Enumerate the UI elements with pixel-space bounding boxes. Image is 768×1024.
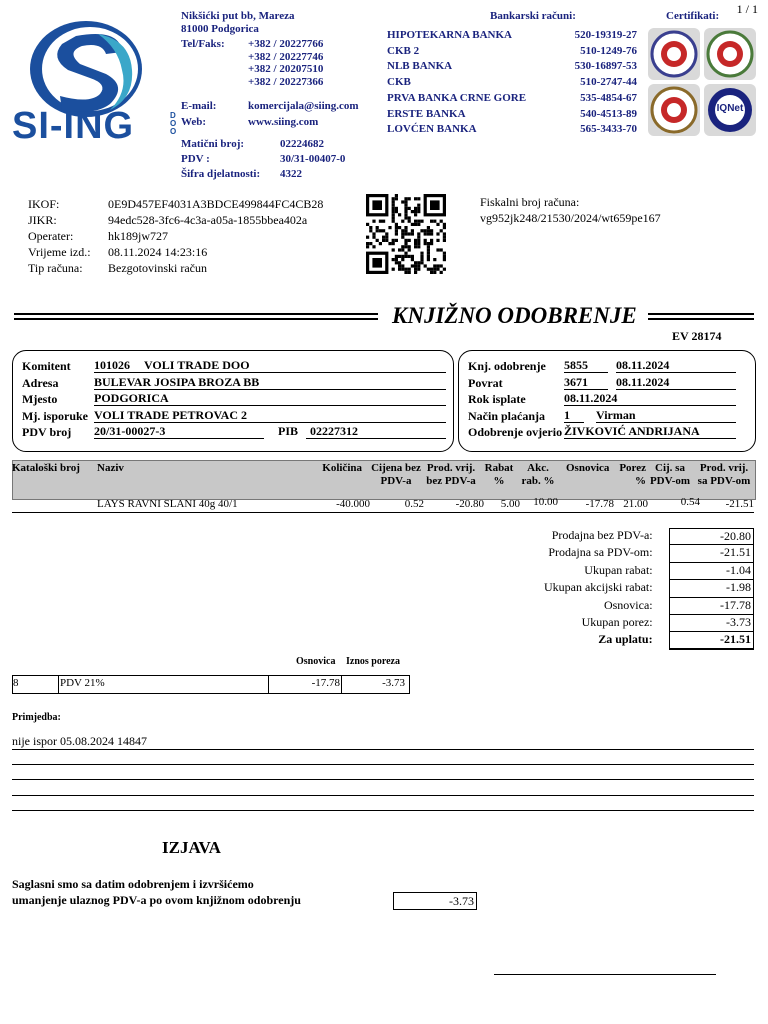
ikof-value: 0E9D457EF4031A3BDCE499844FC4CB28 — [108, 197, 324, 211]
bank-row — [387, 91, 637, 107]
certificate-seal-icon — [648, 84, 700, 136]
pdv-broj-label: PDV broj — [22, 425, 72, 439]
povrat-number: 3671 — [564, 375, 588, 389]
pdv-value: 30/31-00407-0 — [280, 153, 346, 165]
header-cijena — [368, 462, 424, 488]
jikr-value: 94edc528-3fc6-4c3a-a05a-1855bbea402a — [108, 213, 308, 227]
doc-underline — [564, 405, 736, 406]
header-rabat-line2: % — [493, 475, 505, 487]
pib-value: 02227312 — [310, 424, 358, 438]
phone-3: +382 / 20207510 — [248, 63, 324, 75]
qr-code-icon — [366, 194, 446, 274]
tax-osnovica-header: Osnovica — [296, 656, 336, 667]
doc-underline — [564, 438, 736, 439]
komitent-code: 101026 — [94, 358, 130, 372]
isporuke-label: Mj. isporuke — [22, 408, 88, 423]
bank-name: PRVA BANKA CRNE GORE — [387, 91, 527, 104]
header-porez-line1: Porez — [619, 462, 646, 474]
note-line — [12, 795, 754, 796]
document-number: EV 28174 — [672, 329, 722, 343]
maticni-label: Matični broj: — [181, 138, 245, 150]
totals-row — [470, 615, 754, 632]
mjesto-value: PODGORICA — [94, 391, 169, 405]
fiscal-number-block — [480, 194, 661, 226]
customer-underline — [94, 389, 446, 390]
certificate-seal-icon — [648, 28, 700, 80]
tax-iznos-header: Iznos poreza — [346, 656, 400, 667]
doc-underline — [616, 389, 736, 390]
tax-cell-divider — [268, 675, 269, 693]
totals-row — [470, 580, 754, 597]
tax-code: 8 — [13, 677, 19, 689]
header-rabat-line1: Rabat — [484, 462, 514, 474]
company-address — [181, 10, 294, 36]
pdv-label: PDV : — [181, 153, 210, 165]
total-value: -17.78 — [669, 598, 754, 615]
title-rule-left — [14, 318, 378, 320]
bank-row — [387, 75, 637, 91]
header-akc-line2: rab. % — [521, 475, 555, 487]
certificate-seal-icon — [704, 28, 756, 80]
bank-name: ERSTE BANKA — [387, 107, 466, 120]
header-cijena-line2: PDV-a — [380, 475, 412, 487]
fiscal-values — [108, 196, 323, 276]
header-akc-line1: Akc. — [527, 462, 549, 474]
row-rabat: 5.00 — [500, 498, 520, 510]
header-osnovica: Osnovica — [566, 462, 610, 474]
row-osnovica: -17.78 — [585, 498, 614, 510]
logo-text: SI-ING — [12, 105, 135, 147]
total-value: -20.80 — [669, 528, 754, 545]
address-line-1: Nikšićki put bb, Mareza — [181, 10, 295, 22]
bank-name: NLB BANKA — [387, 60, 453, 73]
iqnet-text: IQNet — [716, 103, 744, 114]
qr-code — [366, 194, 446, 274]
totals-block — [470, 528, 754, 650]
title-rule-left — [14, 313, 378, 315]
sifra-value: 4322 — [280, 168, 302, 180]
ovjerio-value: ŽIVKOVIĆ ANDRIJANA — [564, 424, 700, 438]
operater-value: hk189jw727 — [108, 229, 168, 243]
header-prod-line1: Prod. vrij. — [426, 462, 476, 474]
note-line — [12, 764, 754, 765]
statement-line-1: Saglasni smo sa datim odobrenjem i izvršićemo — [12, 877, 254, 891]
total-value: -21.51 — [669, 545, 754, 562]
totals-row — [470, 563, 754, 580]
row-cijena: 0.52 — [404, 498, 424, 510]
header-pvr-line2: sa PDV-om — [697, 475, 751, 487]
nacin-value: Virman — [596, 408, 636, 422]
header-cij-line2: PDV-om — [649, 475, 691, 487]
title-rule-right — [648, 318, 754, 320]
customer-underline — [306, 438, 446, 439]
header-cijena-line1: Cijena bez — [371, 462, 421, 474]
certificate-badge-3 — [648, 84, 700, 136]
pib-label: PIB — [278, 424, 299, 438]
header-prod-sa — [694, 462, 754, 488]
row-porez: 21.00 — [623, 498, 648, 510]
komitent-label: Komitent — [22, 359, 71, 373]
bank-account: 565-3433-70 — [580, 123, 637, 136]
web-label: Web: — [181, 116, 207, 128]
total-label: Ukupan rabat: — [584, 562, 653, 577]
knj-number: 5855 — [564, 358, 588, 372]
header-kolicina: Količina — [322, 462, 362, 474]
certificates-title: Certifikati: — [666, 10, 720, 22]
certificate-badge-iqnet — [704, 84, 756, 136]
bank-name: CKB — [387, 76, 411, 89]
totals-row — [470, 528, 754, 545]
statement-value: -3.73 — [393, 892, 477, 910]
row-akc: 10.00 — [533, 496, 558, 508]
statement-line-2: umanjenje ulaznog PDV-a po ovom knjižnom odobrenju — [12, 893, 301, 907]
title-rule-right — [648, 313, 754, 315]
total-value: -21.51 — [669, 632, 754, 649]
rok-label: Rok isplate — [468, 392, 526, 406]
ikof-label: IKOF: — [28, 197, 60, 211]
address-line-2: 81000 Podgorica — [181, 23, 259, 35]
rok-value: 08.11.2024 — [564, 391, 618, 405]
tip-label: Tip računa: — [28, 261, 83, 275]
row-prod: -20.80 — [455, 498, 484, 510]
customer-labels — [22, 358, 88, 441]
page-number: 1 / 1 — [736, 2, 758, 16]
bank-row — [387, 122, 637, 138]
knj-date: 08.11.2024 — [616, 358, 670, 372]
customer-underline — [94, 422, 446, 423]
customer-underline — [94, 438, 264, 439]
header-cij-line1: Cij. sa — [655, 462, 685, 474]
povrat-label: Povrat — [468, 375, 503, 390]
tax-name: PDV 21% — [60, 677, 105, 689]
note-label: Primjedba: — [12, 712, 61, 723]
bank-account: 510-2747-44 — [580, 76, 637, 89]
header-cij-sa — [648, 462, 692, 488]
pdv-broj-value: 20/31-00027-3 — [94, 424, 166, 438]
bank-name: HIPOTEKARNA BANKA — [387, 29, 512, 41]
doc-underline — [564, 389, 608, 390]
email-value: komercijala@siing.com — [248, 100, 359, 112]
header-akc — [518, 462, 558, 488]
maticni-value: 02224682 — [280, 138, 324, 150]
row-cij: 0.54 — [680, 496, 700, 508]
statement-title: IZJAVA — [162, 838, 221, 857]
customer-underline — [94, 372, 446, 373]
total-label: Prodajna sa PDV-om: — [548, 545, 653, 560]
komitent-name: VOLI TRADE DOO — [144, 358, 250, 372]
note-line — [12, 749, 754, 750]
phone-1: +382 / 20227766 — [248, 38, 324, 50]
tax-cell-divider — [58, 675, 59, 693]
document-title: KNJIŽNO ODOBRENJE — [392, 303, 637, 328]
knj-label: Knj. odobrenje — [468, 359, 546, 373]
customer-underline — [94, 405, 446, 406]
row-kolicina: -40.000 — [336, 498, 370, 510]
header-porez — [610, 462, 646, 488]
bank-account: 530-16897-53 — [574, 60, 637, 73]
certificate-badge-2 — [704, 28, 756, 80]
statement-text — [12, 876, 301, 908]
bank-account: 535-4854-67 — [580, 91, 637, 104]
total-value: -1.98 — [669, 580, 754, 597]
fiscal-labels — [28, 196, 91, 276]
bank-account: 510-1249-76 — [580, 44, 637, 57]
banks-title: Bankarski računi: — [490, 10, 576, 22]
bank-name: LOVĆEN BANKA — [387, 123, 477, 136]
jikr-label: JIKR: — [28, 213, 57, 227]
bank-row — [387, 28, 637, 44]
total-value: -3.73 — [669, 615, 754, 632]
adresa-value: BULEVAR JOSIPA BROZA BB — [94, 375, 260, 389]
totals-row — [470, 598, 754, 615]
header-porez-line2: % — [635, 475, 646, 487]
adresa-label: Adresa — [22, 375, 59, 390]
bank-list — [387, 28, 637, 138]
row-naziv: LAYS RAVNI SLANI 40g 40/1 — [97, 498, 238, 510]
ovjerio-label: Odobrenje ovjerio — [468, 425, 563, 439]
total-value: -1.04 — [669, 563, 754, 580]
vrijeme-value: 08.11.2024 14:23:16 — [108, 245, 208, 259]
povrat-date: 08.11.2024 — [616, 375, 670, 389]
note-line — [12, 779, 754, 780]
fiscal-number-label: Fiskalni broj računa: — [480, 195, 580, 209]
total-label: Ukupan akcijski rabat: — [543, 580, 653, 595]
note-text: nije ispor 05.08.2024 14847 — [12, 734, 147, 748]
tip-value: Bezgotovinski račun — [108, 261, 207, 275]
doc-info-labels — [468, 358, 562, 441]
nacin-number: 1 — [564, 408, 570, 422]
vrijeme-label: Vrijeme izd.: — [28, 245, 91, 259]
table-row-divider — [12, 512, 754, 513]
bank-row — [387, 44, 637, 60]
bank-row — [387, 107, 637, 123]
telfax-label: Tel/Faks: — [181, 38, 225, 50]
header-naziv: Naziv — [97, 462, 124, 474]
total-label: Prodajna bez PDV-a: — [551, 528, 653, 542]
totals-row — [470, 632, 754, 649]
doc-underline — [564, 372, 608, 373]
email-label: E-mail: — [181, 100, 217, 112]
tax-osnovica: -17.78 — [311, 677, 340, 689]
tax-iznos: -3.73 — [382, 677, 405, 689]
header-kataloski: Kataloški broj — [12, 462, 80, 474]
mjesto-label: Mjesto — [22, 392, 58, 406]
note-line — [12, 810, 754, 811]
phone-4: +382 / 20227366 — [248, 75, 324, 88]
doc-underline — [616, 372, 736, 373]
isporuke-value: VOLI TRADE PETROVAC 2 — [94, 408, 248, 422]
header-prod-line2: bez PDV-a — [426, 475, 476, 487]
bank-row — [387, 59, 637, 75]
total-label: Osnovica: — [603, 597, 653, 612]
totals-row — [470, 545, 754, 562]
total-label: Ukupan porez: — [581, 614, 653, 629]
logo-doo: DOO — [170, 111, 177, 136]
web-value: www.siing.com — [248, 116, 319, 128]
nacin-label: Način plaćanja — [468, 408, 546, 423]
operater-label: Operater: — [28, 229, 74, 243]
doc-underline — [564, 422, 584, 423]
sifra-label: Šifra djelatnosti: — [181, 168, 261, 180]
total-label: Za uplatu: — [598, 632, 653, 647]
header-pvr-line1: Prod. vrij. — [699, 462, 749, 474]
bank-account: 540-4513-89 — [580, 107, 637, 120]
signature-line — [494, 974, 716, 975]
doc-underline — [596, 422, 736, 423]
header-prod-vrij — [424, 462, 478, 488]
row-pvr: -21.51 — [725, 498, 754, 510]
bank-account: 520-19319-27 — [574, 29, 637, 41]
fiscal-number-value: vg952jk248/21530/2024/wt659pe167 — [480, 211, 661, 225]
bank-name: CKB 2 — [387, 44, 420, 57]
phone-list — [248, 38, 323, 88]
certificate-badge-1 — [648, 28, 700, 80]
tax-cell-divider — [341, 675, 342, 693]
phone-2: +382 / 20227746 — [248, 50, 324, 63]
header-rabat — [480, 462, 518, 488]
